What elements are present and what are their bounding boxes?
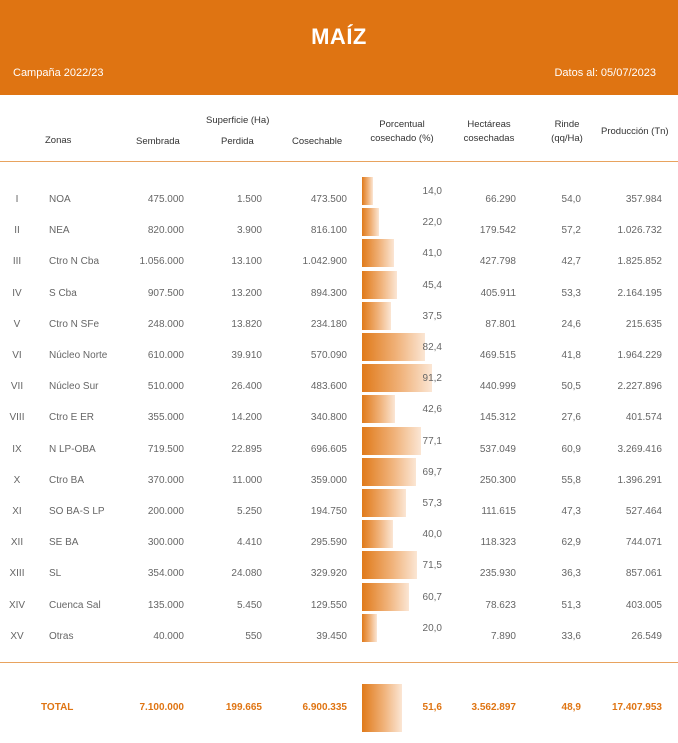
pct-bar <box>362 271 397 299</box>
total-sembrada: 7.100.000 <box>139 702 184 713</box>
perdida-value: 4.410 <box>236 537 262 549</box>
pct-value: 14,0 <box>422 186 442 197</box>
sembrada-value: 248.000 <box>147 318 184 330</box>
pct-bar <box>362 208 379 236</box>
sembrada-value: 907.500 <box>147 287 184 299</box>
perdida-value: 11.000 <box>232 474 262 486</box>
rinde-value: 42,7 <box>561 256 581 268</box>
total-cosechable: 6.900.335 <box>302 702 347 713</box>
row-number: XII <box>10 537 24 549</box>
pct-bar <box>362 239 394 267</box>
row-number: III <box>12 256 22 268</box>
rinde-value: 33,6 <box>561 630 581 642</box>
total-label: TOTAL <box>41 702 74 713</box>
rinde-value: 55,8 <box>561 474 581 486</box>
pct-bar <box>362 614 377 642</box>
pct-value: 91,2 <box>422 373 442 385</box>
produccion-value: 744.071 <box>625 537 662 549</box>
sembrada-value: 610.000 <box>147 350 184 361</box>
pct-bar <box>362 177 373 205</box>
pct-bar <box>362 520 393 548</box>
cosechable-value: 359.000 <box>310 474 347 486</box>
sembrada-value: 475.000 <box>147 194 184 205</box>
sembrada-value: 200.000 <box>147 506 184 517</box>
zone-name: Ctro N Cba <box>49 256 100 268</box>
row-number: VIII <box>9 412 25 424</box>
perdida-value: 13.100 <box>231 256 262 268</box>
row-number: VI <box>12 350 22 361</box>
sembrada-value: 820.000 <box>147 225 184 237</box>
pct-value: 20,0 <box>422 622 442 634</box>
row-number: V <box>13 318 21 330</box>
col-porcentual-line2: cosechado (%) <box>370 133 434 144</box>
hectareas-value: 145.312 <box>479 412 516 424</box>
pct-value: 22,0 <box>422 217 442 229</box>
hectareas-value: 405.911 <box>480 287 516 299</box>
sembrada-value: 354.000 <box>147 568 184 580</box>
row-number: XIII <box>9 568 25 580</box>
produccion-value: 26.549 <box>631 630 662 642</box>
col-produccion: Producción (Tn) <box>601 126 669 137</box>
zone-name: SO BA-S LP <box>49 506 105 517</box>
cosechable-value: 570.090 <box>310 350 347 361</box>
sembrada-value: 135.000 <box>147 599 184 611</box>
row-number: X <box>13 474 21 486</box>
page-title: MAÍZ <box>311 24 367 49</box>
hectareas-value: 440.999 <box>479 381 516 393</box>
rinde-value: 53,3 <box>561 287 581 299</box>
col-cosechable: Cosechable <box>292 136 343 147</box>
col-rinde-line2: (qq/Ha) <box>551 133 583 144</box>
produccion-value: 2.227.896 <box>617 381 662 393</box>
sembrada-value: 355.000 <box>147 412 184 424</box>
pct-value: 82,4 <box>422 342 442 353</box>
cosechable-value: 696.605 <box>310 443 347 455</box>
pct-bar <box>362 395 395 423</box>
col-sembrada: Sembrada <box>136 136 180 147</box>
col-hectareas-line1: Hectáreas <box>467 119 511 130</box>
row-number: IV <box>12 287 22 299</box>
pct-value: 37,5 <box>422 310 442 322</box>
sembrada-value: 40.000 <box>153 630 184 642</box>
row-number: II <box>14 225 20 237</box>
hectareas-value: 7.890 <box>490 630 516 642</box>
total-separator <box>0 662 678 663</box>
zone-name: NEA <box>49 225 70 237</box>
perdida-value: 24.080 <box>231 568 262 580</box>
row-number: VII <box>10 381 24 393</box>
col-rinde <box>545 118 589 146</box>
hectareas-value: 66.290 <box>485 194 516 205</box>
perdida-value: 5.250 <box>236 506 262 517</box>
row-number: XIV <box>8 599 26 611</box>
pct-value: 45,4 <box>422 279 442 291</box>
hectareas-value: 111.615 <box>481 506 516 517</box>
produccion-value: 403.005 <box>625 599 662 611</box>
pct-value: 42,6 <box>422 404 442 416</box>
hectareas-value: 179.542 <box>479 225 516 237</box>
produccion-value: 1.964.229 <box>617 350 662 361</box>
hectareas-value: 427.798 <box>479 256 516 268</box>
cosechable-value: 894.300 <box>310 287 347 299</box>
col-porcentual-line1: Porcentual <box>379 119 425 130</box>
perdida-value: 550 <box>245 630 262 642</box>
total-produccion: 17.407.953 <box>611 702 662 713</box>
rinde-value: 60,9 <box>561 443 581 455</box>
perdida-value: 39.910 <box>231 350 262 361</box>
produccion-value: 401.574 <box>625 412 662 424</box>
cosechable-value: 194.750 <box>310 506 347 517</box>
cosechable-value: 816.100 <box>310 225 347 237</box>
zone-name: Núcleo Norte <box>49 350 108 361</box>
produccion-value: 3.269.416 <box>617 443 662 455</box>
perdida-value: 14.200 <box>231 412 262 424</box>
pct-value: 71,5 <box>422 560 442 572</box>
col-zonas: Zonas <box>45 135 72 146</box>
zone-name: S Cba <box>49 287 77 299</box>
zone-name: Núcleo Sur <box>49 381 99 393</box>
zone-name: SL <box>49 568 62 580</box>
rinde-value: 51,3 <box>561 599 581 611</box>
produccion-value: 2.164.195 <box>617 287 662 299</box>
zone-name: Ctro BA <box>49 474 85 486</box>
hectareas-value: 118.323 <box>480 537 516 549</box>
zone-name: NOA <box>49 194 71 205</box>
pct-value: 77,1 <box>422 435 442 447</box>
data-date: Datos al: 05/07/2023 <box>554 67 656 79</box>
perdida-value: 1.500 <box>236 194 262 205</box>
rinde-value: 62,9 <box>561 537 581 549</box>
hectareas-value: 235.930 <box>479 568 516 580</box>
row-number: I <box>15 194 19 205</box>
title-banner <box>0 0 678 95</box>
zone-name: Ctro N SFe <box>49 318 100 330</box>
produccion-value: 1.825.852 <box>617 256 662 268</box>
rinde-value: 36,3 <box>561 568 581 580</box>
cosechable-value: 473.500 <box>310 194 347 205</box>
rinde-value: 27,6 <box>561 412 581 424</box>
col-hectareas-line2: cosechadas <box>463 133 515 144</box>
perdida-value: 5.450 <box>236 599 262 611</box>
pct-value: 41,0 <box>422 248 442 260</box>
zone-name: N LP-OBA <box>49 443 96 455</box>
cosechable-value: 129.550 <box>310 599 347 611</box>
row-number: XI <box>12 506 22 517</box>
hectareas-value: 250.300 <box>479 474 516 486</box>
produccion-value: 357.984 <box>625 194 662 205</box>
total-pct: 51,6 <box>422 702 442 713</box>
total-pct-bar <box>362 684 402 732</box>
col-hectareas <box>455 118 523 146</box>
cosechable-value: 1.042.900 <box>302 256 347 268</box>
total-perdida: 199.665 <box>225 702 262 713</box>
rinde-value: 50,5 <box>561 381 581 393</box>
sembrada-value: 300.000 <box>147 537 184 549</box>
perdida-value: 26.400 <box>231 381 262 393</box>
rinde-value: 57,2 <box>561 225 581 237</box>
produccion-value: 1.026.732 <box>617 225 662 237</box>
rinde-value: 24,6 <box>561 318 581 330</box>
pct-value: 60,7 <box>422 591 442 603</box>
hectareas-value: 537.049 <box>479 443 516 455</box>
header-separator <box>0 161 678 162</box>
produccion-value: 857.061 <box>625 568 662 580</box>
perdida-value: 22.895 <box>231 443 262 455</box>
col-superficie: Superficie (Ha) <box>206 115 270 126</box>
pct-value: 69,7 <box>422 466 442 478</box>
zone-name: Ctro E ER <box>49 412 95 424</box>
sembrada-value: 719.500 <box>147 443 184 455</box>
total-hectareas: 3.562.897 <box>471 702 516 713</box>
zone-name: Cuenca Sal <box>49 599 101 611</box>
pct-bar <box>362 302 391 330</box>
cosechable-value: 483.600 <box>310 381 347 393</box>
col-perdida: Perdida <box>221 136 254 147</box>
col-porcentual <box>360 118 444 146</box>
row-number: XV <box>10 630 24 642</box>
perdida-value: 13.820 <box>231 318 262 330</box>
rinde-value: 54,0 <box>561 194 581 205</box>
campaign-label: Campaña 2022/23 <box>13 67 104 79</box>
hectareas-value: 469.515 <box>479 350 516 361</box>
pct-bar <box>362 489 406 517</box>
pct-value: 40,0 <box>422 529 442 541</box>
hectareas-value: 78.623 <box>485 599 516 611</box>
cosechable-value: 39.450 <box>316 630 347 642</box>
sembrada-value: 370.000 <box>147 474 184 486</box>
cosechable-value: 234.180 <box>310 318 347 330</box>
row-number: IX <box>12 443 22 455</box>
produccion-value: 1.396.291 <box>617 474 662 486</box>
hectareas-value: 87.801 <box>485 318 516 330</box>
sembrada-value: 510.000 <box>147 381 184 393</box>
produccion-value: 527.464 <box>625 506 662 517</box>
rinde-value: 41,8 <box>561 350 581 361</box>
zone-name: SE BA <box>49 537 79 549</box>
perdida-value: 13.200 <box>231 287 262 299</box>
pct-value: 57,3 <box>422 498 442 509</box>
cosechable-value: 329.920 <box>310 568 347 580</box>
sembrada-value: 1.056.000 <box>139 256 184 268</box>
cosechable-value: 340.800 <box>310 412 347 424</box>
col-rinde-line1: Rinde <box>554 119 580 130</box>
cosechable-value: 295.590 <box>310 537 347 549</box>
perdida-value: 3.900 <box>236 225 262 237</box>
produccion-value: 215.635 <box>625 318 662 330</box>
zone-name: Otras <box>49 630 74 642</box>
rinde-value: 47,3 <box>561 506 581 517</box>
total-rinde: 48,9 <box>561 702 581 713</box>
